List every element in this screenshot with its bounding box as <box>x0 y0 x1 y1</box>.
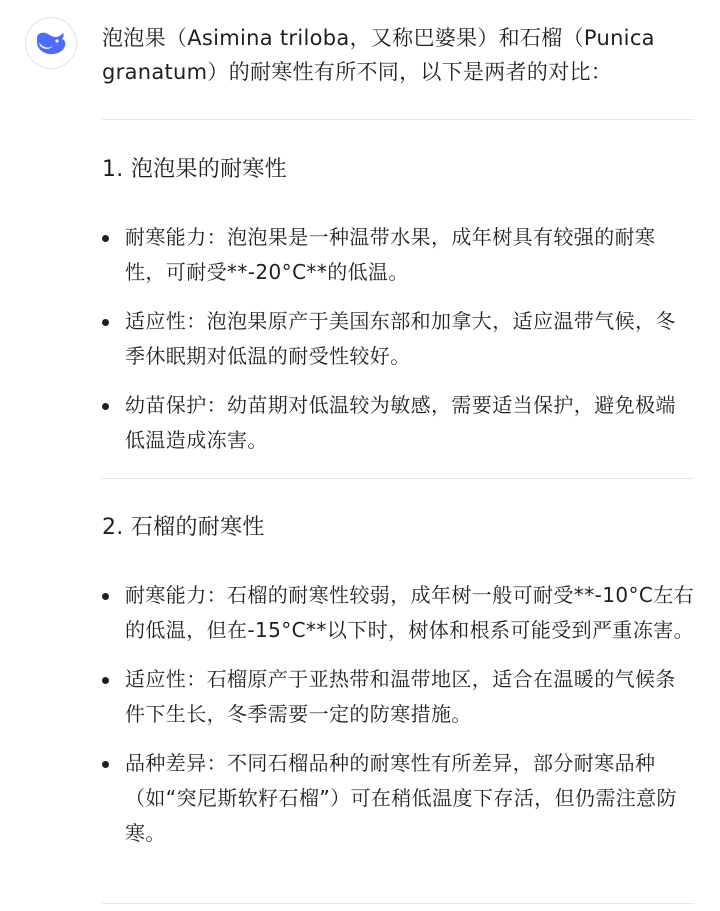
list-item: 耐寒能力：泡泡果是一种温带水果，成年树具有较强的耐寒性，可耐受**-20°C**的低温。 <box>102 220 696 290</box>
whale-logo-icon <box>34 29 68 57</box>
intro-paragraph: 泡泡果（Asimina triloba，又称巴婆果）和石榴（Punica granatum）的耐寒性有所不同，以下是两者的对比： <box>102 26 655 84</box>
list-item: 幼苗保护：幼苗期对低温较为敏感，需要适当保护，避免极端低温造成冻害。 <box>102 388 696 458</box>
bullet-icon <box>102 319 109 326</box>
bullet-list-pawpaw <box>102 220 696 472</box>
list-item: 适应性：石榴原产于亚热带和温带地区，适合在温暖的气候条件下生长，冬季需要一定的防寒措施。 <box>102 662 696 732</box>
section-title-pawpaw: 1. 泡泡果的耐寒性 <box>102 157 287 182</box>
divider <box>102 903 694 904</box>
list-item: 适应性：泡泡果原产于美国东部和加拿大，适应温带气候，冬季休眠期对低温的耐受性较好。 <box>102 304 696 374</box>
bullet-icon <box>102 403 109 410</box>
list-item: 耐寒能力：石榴的耐寒性较弱，成年树一般可耐受**-10°C左右的低温，但在-15°C**以下时，树体和根系可能受到严重冻害。 <box>102 578 696 648</box>
bullet-list-pomegranate <box>102 578 696 865</box>
bullet-icon <box>102 235 109 242</box>
bullet-icon <box>102 593 109 600</box>
bullet-icon <box>102 761 109 768</box>
divider <box>102 478 694 479</box>
assistant-avatar <box>25 17 77 69</box>
divider <box>102 119 694 120</box>
list-item: 品种差异：不同石榴品种的耐寒性有所差异，部分耐寒品种（如“突尼斯软籽石榴”）可在稍低温度下存活，但仍需注意防寒。 <box>102 746 696 851</box>
bullet-icon <box>102 677 109 684</box>
section-title-pomegranate: 2. 石榴的耐寒性 <box>102 515 265 540</box>
